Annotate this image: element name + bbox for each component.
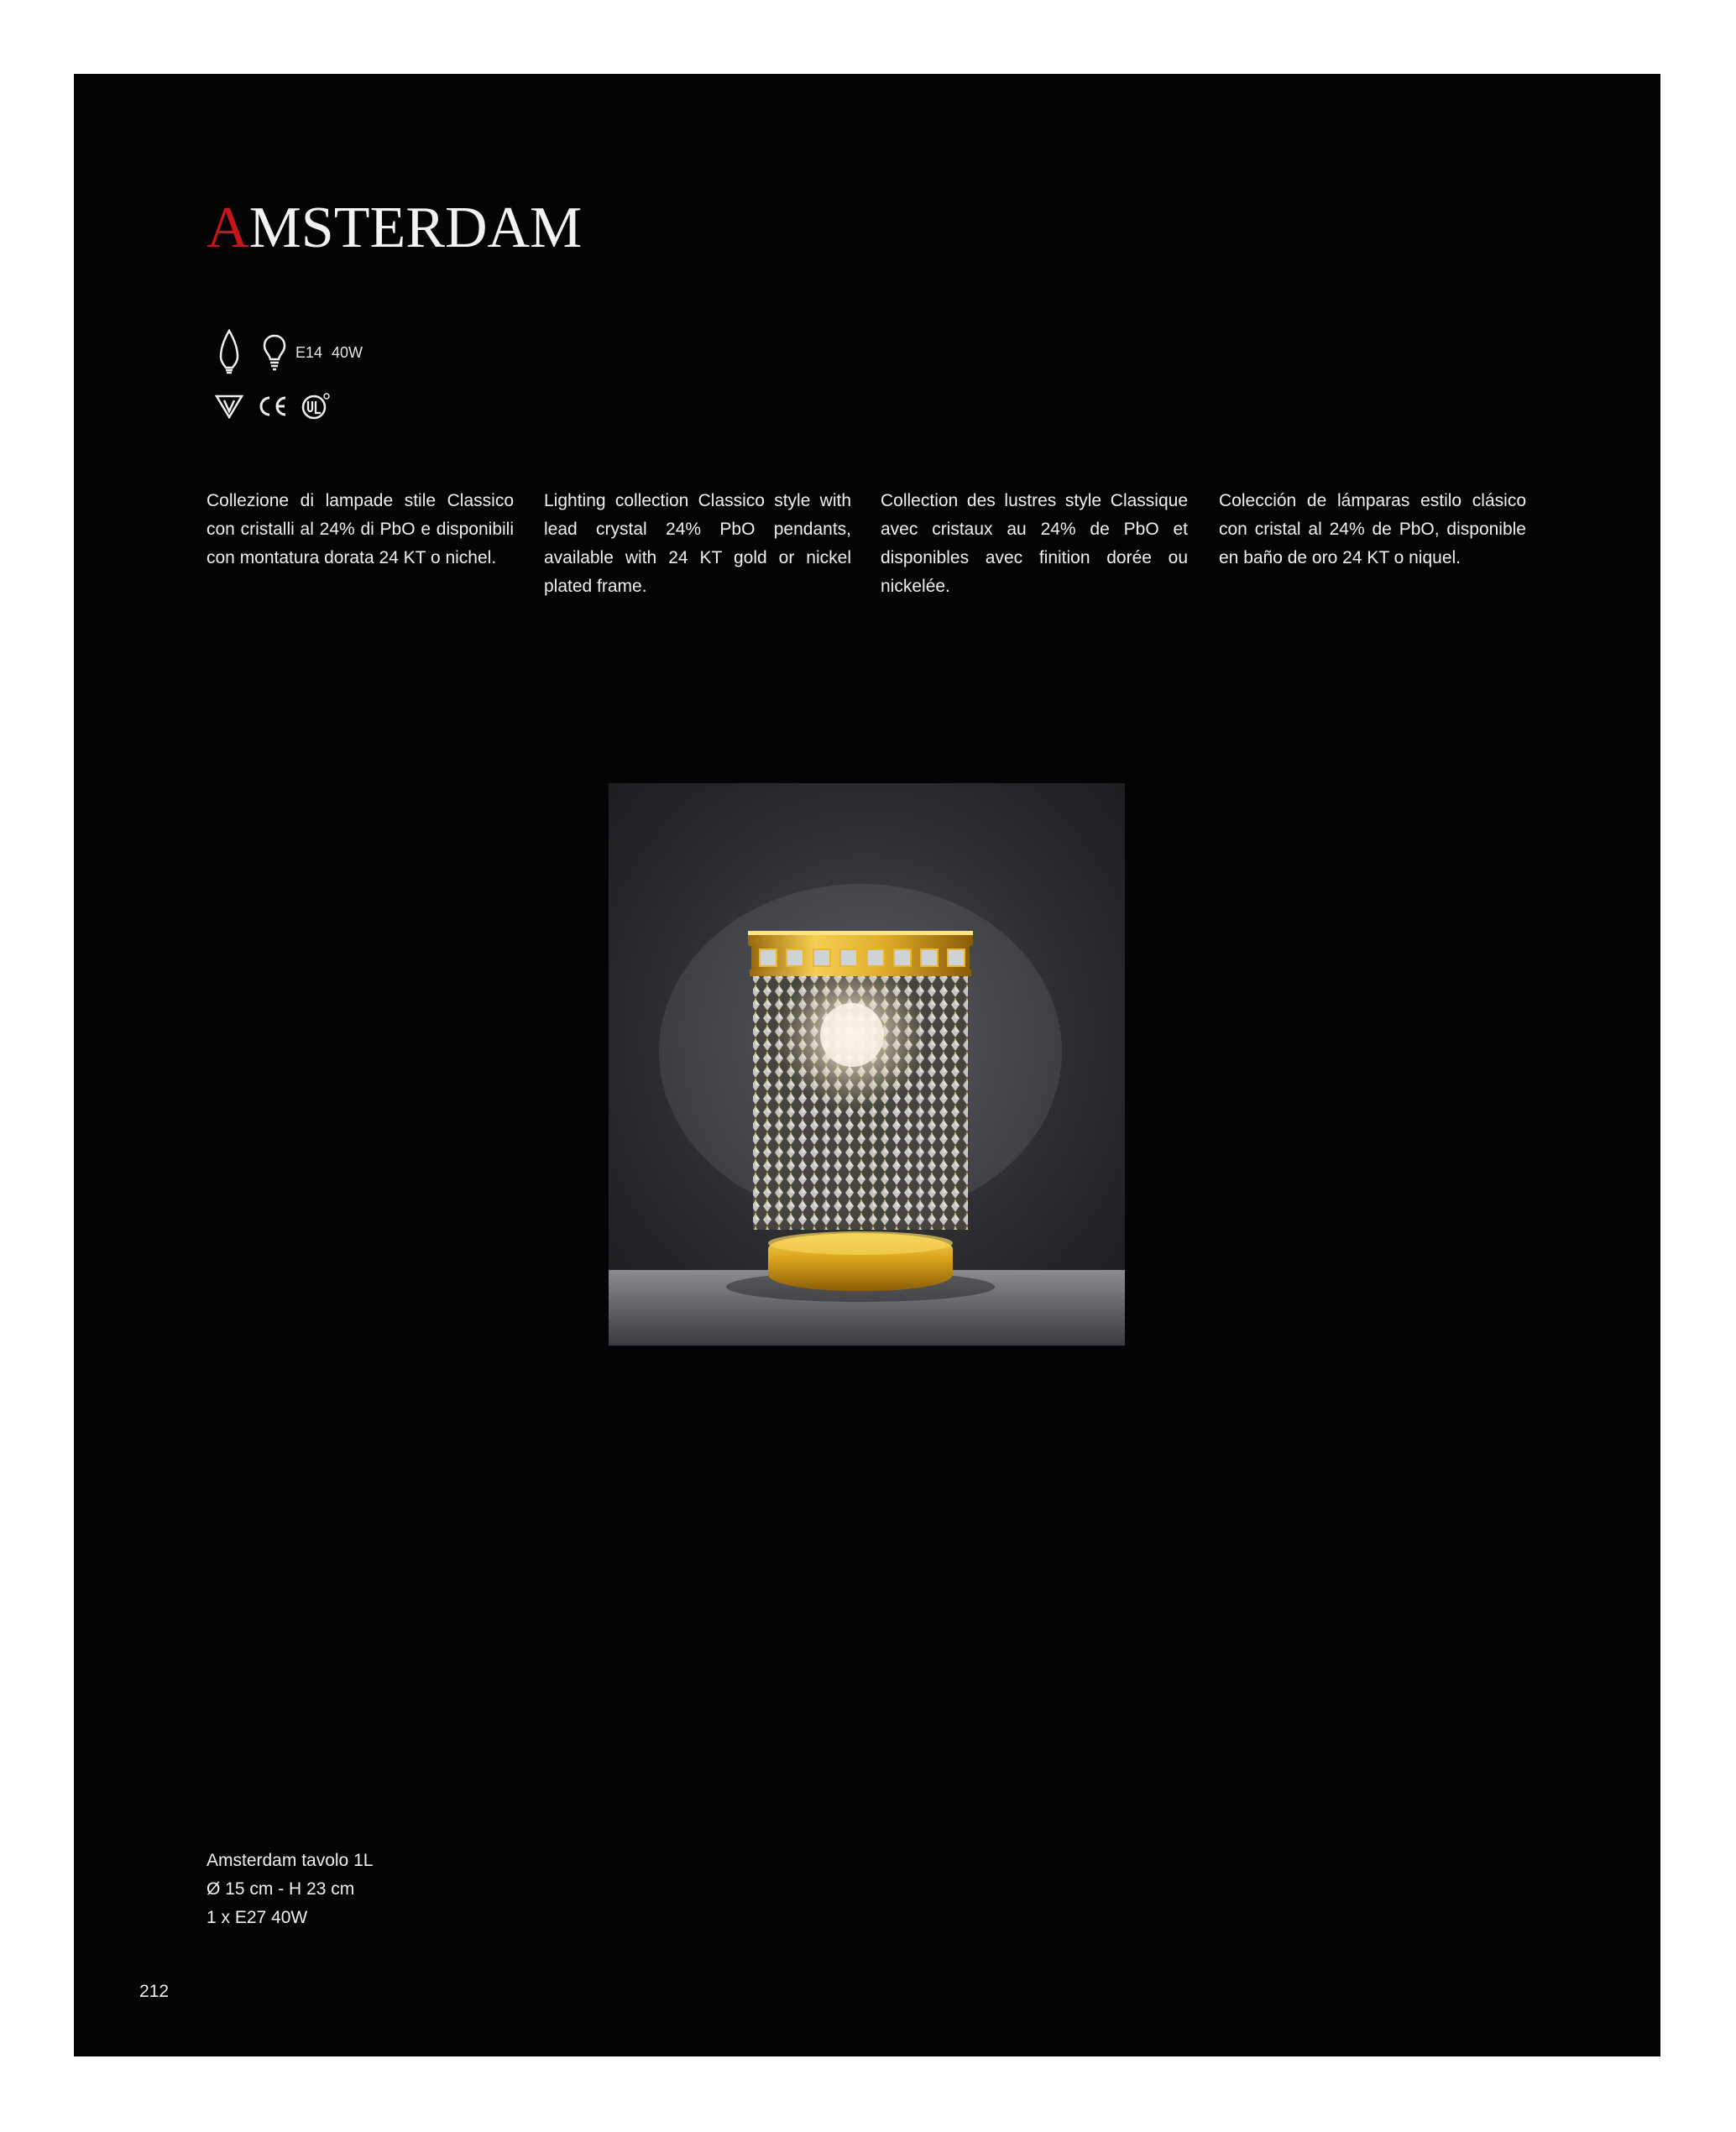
description-italian: Collezione di lampade stile Classico con cristalli al 24% di PbO e disponibili con montatura dorata 24 KT o nichel. (207, 491, 514, 567)
description-spanish: Colección de lámparas estilo clásico con cristal al 24% de PbO, disponible en baño de oro 24 KT o niquel. (1219, 491, 1526, 567)
product-bulbs: 1 x E27 40W (207, 1908, 308, 1927)
furniture-mark-icon (215, 394, 243, 423)
candle-bulb-icon (218, 329, 240, 376)
description-english: Lighting collection Classico style with lead crystal 24% PbO pendants, available with 24 KT gold or nickel plated frame. (544, 491, 851, 596)
bulb-spec-text: E14 40W (295, 343, 363, 361)
globe-bulb-icon (262, 333, 287, 372)
product-name: Amsterdam tavolo 1L (207, 1851, 374, 1870)
page-number: 212 (139, 1982, 170, 2001)
description-french: Collection des lustres style Classique avec cristaux au 24% de PbO et disponibles avec finition dorée ou nickelée. (881, 491, 1188, 596)
certification-row (215, 391, 331, 425)
page-title (207, 195, 582, 262)
product-photo (609, 783, 1125, 1346)
ul-mark-icon (301, 392, 331, 425)
product-caption (207, 1847, 373, 1932)
title-initial: A (207, 196, 249, 260)
bulb-spec-row (218, 327, 363, 378)
ce-mark-icon (255, 395, 289, 422)
title-rest: MSTERDAM (248, 196, 583, 260)
product-dimensions: Ø 15 cm - H 23 cm (207, 1879, 355, 1899)
